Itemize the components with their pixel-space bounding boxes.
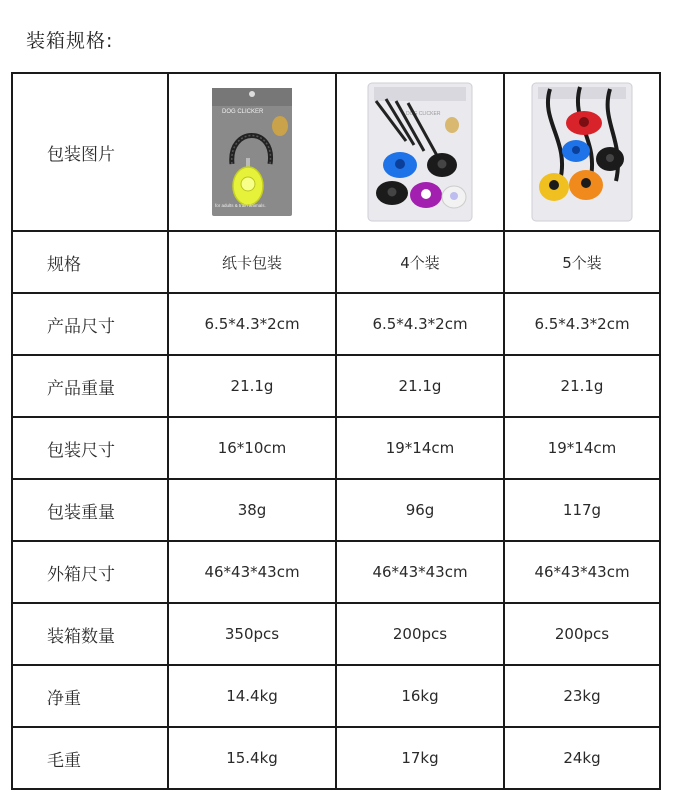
product-image-5-pack — [504, 73, 660, 231]
page-title: 装箱规格: — [26, 30, 114, 52]
spec-value: 19*14cm — [504, 417, 660, 479]
spec-value: 200pcs — [336, 603, 504, 665]
spec-value: 200pcs — [504, 603, 660, 665]
spec-value: 19*14cm — [336, 417, 504, 479]
spec-row — [12, 355, 660, 417]
spec-value: 15.4kg — [168, 727, 336, 789]
spec-value: 17kg — [336, 727, 504, 789]
image-row — [12, 73, 660, 231]
row-label: 包装重量 — [12, 479, 168, 541]
spec-row — [12, 727, 660, 789]
spec-value: 46*43*43cm — [336, 541, 504, 603]
spec-value: 38g — [168, 479, 336, 541]
spec-value: 21.1g — [504, 355, 660, 417]
spec-value: 纸卡包装 — [168, 231, 336, 293]
spec-row — [12, 541, 660, 603]
spec-value: 21.1g — [336, 355, 504, 417]
row-label: 规格 — [12, 231, 168, 293]
card-pack-image — [210, 86, 294, 218]
spec-value: 6.5*4.3*2cm — [336, 293, 504, 355]
spec-value: 6.5*4.3*2cm — [504, 293, 660, 355]
bag-5-image — [530, 81, 634, 223]
bag-4-image — [366, 81, 474, 223]
row-label: 产品尺寸 — [12, 293, 168, 355]
spec-value: 24kg — [504, 727, 660, 789]
spec-row — [12, 231, 660, 293]
spec-value: 96g — [336, 479, 504, 541]
spec-value: 350pcs — [168, 603, 336, 665]
spec-rows — [12, 231, 660, 789]
spec-row — [12, 293, 660, 355]
spec-value: 6.5*4.3*2cm — [168, 293, 336, 355]
row-label: 产品重量 — [12, 355, 168, 417]
row-label: 净重 — [12, 665, 168, 727]
spec-value: 14.4kg — [168, 665, 336, 727]
row-label: 毛重 — [12, 727, 168, 789]
row-label: 外箱尺寸 — [12, 541, 168, 603]
row-label: 包装图片 — [12, 73, 168, 231]
product-image-4-pack — [336, 73, 504, 231]
spec-value: 16kg — [336, 665, 504, 727]
card-fine-text: for adults & train animals. — [215, 203, 266, 208]
spec-value: 21.1g — [168, 355, 336, 417]
spec-row — [12, 603, 660, 665]
spec-value: 16*10cm — [168, 417, 336, 479]
product-image-card-pack — [168, 73, 336, 231]
spec-value: 46*43*43cm — [504, 541, 660, 603]
spec-table — [11, 72, 661, 790]
spec-value: 117g — [504, 479, 660, 541]
spec-value: 46*43*43cm — [168, 541, 336, 603]
spec-row — [12, 479, 660, 541]
row-label: 包装尺寸 — [12, 417, 168, 479]
row-label: 装箱数量 — [12, 603, 168, 665]
spec-row — [12, 665, 660, 727]
spec-row — [12, 417, 660, 479]
bag-brand-text: DOG CLICKER — [406, 111, 441, 117]
spec-value: 23kg — [504, 665, 660, 727]
spec-value: 5个装 — [504, 231, 660, 293]
spec-value: 4个装 — [336, 231, 504, 293]
card-brand-text: DOG CLICKER — [222, 109, 264, 115]
